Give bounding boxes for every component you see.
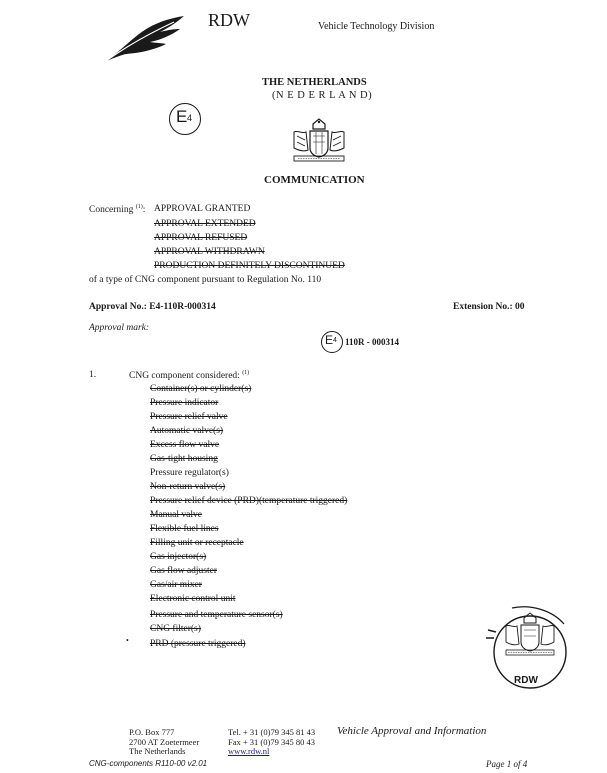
country-native: (N E D E R L A N D)	[272, 90, 373, 101]
bullet-mark: •	[126, 636, 129, 645]
footer-doc-ref: CNG-components R110-00 v2.01	[89, 759, 208, 768]
footer-address-line: P.O. Box 777	[129, 727, 175, 737]
component-item: Gas injector(s)	[150, 552, 207, 562]
section-number: 1.	[89, 370, 97, 380]
concerning-label-text: Concerning	[89, 205, 134, 216]
footer-tagline: Vehicle Approval and Information	[337, 725, 487, 737]
footer-fax: Fax + 31 (0)79 345 80 43	[228, 736, 315, 747]
concerning-label	[89, 204, 145, 215]
component-item: Gas flow adjuster	[150, 566, 218, 576]
approval-mark-label: Approval mark:	[89, 323, 150, 333]
component-item: Filling unit or receptacle	[150, 538, 244, 548]
e4-emblem	[169, 103, 201, 135]
footer-web-link[interactable]: www.rdw.nl	[228, 746, 270, 756]
component-item: CNG filter(s)	[150, 624, 201, 634]
component-item: Non-return valve(s)	[150, 482, 226, 492]
footer-address-line: 2700 AT Zoetermeer	[129, 736, 200, 747]
component-item: Pressure relief valve	[150, 412, 228, 422]
coat-of-arms-icon	[286, 118, 352, 164]
footer-page-number: Page 1 of 4	[486, 759, 528, 769]
approval-number: Approval No.: E4-110R-000314	[89, 302, 216, 312]
concerning-colon: :	[142, 205, 146, 216]
component-item: Electronic control unit	[150, 594, 236, 604]
component-item: Container(s) or cylinder(s)	[150, 384, 252, 394]
approval-mark-emblem-number: 4	[333, 337, 337, 344]
header-org: RDW	[208, 10, 250, 30]
component-item: Pressure relief device (PRD)(temperature triggered)	[150, 496, 348, 506]
component-item: Gas/air mixer	[150, 580, 202, 590]
footer-tel: Tel. + 31 (0)79 345 81 43	[228, 727, 316, 737]
header-division: Vehicle Technology Division	[318, 21, 435, 32]
component-item: Pressure indicator	[150, 398, 219, 408]
e4-emblem-letter: E	[176, 107, 188, 126]
extension-number: Extension No.: 00	[453, 302, 525, 312]
type-line: of a type of CNG component pursuant to Regulation No. 110	[89, 275, 322, 285]
stamp-label: RDW	[514, 675, 538, 686]
section-heading-superscript: (1)	[242, 370, 250, 376]
footer-address-line: The Netherlands	[129, 746, 186, 756]
page-title: COMMUNICATION	[264, 174, 365, 186]
concerning-option: APPROVAL WITHDRAWN	[154, 247, 265, 257]
component-item: PRD (pressure triggered)	[150, 639, 246, 649]
concerning-option: PRODUCTION DEFINITELY DISCONTINUED	[154, 261, 345, 271]
section-heading	[129, 370, 249, 381]
component-item: Automatic valve(s)	[150, 426, 224, 436]
component-item: Pressure regulator(s)	[150, 468, 229, 478]
rdw-feather-logo	[104, 14, 186, 64]
e4-emblem-number: 4	[187, 113, 193, 123]
country-name: THE NETHERLANDS	[262, 77, 367, 88]
approval-mark-emblem	[321, 331, 343, 353]
concerning-superscript: (1)	[135, 204, 143, 210]
component-item: Pressure and temperature sensor(s)	[150, 610, 283, 620]
section-heading-text: CNG component considered:	[129, 371, 240, 382]
component-item: Flexible fuel lines	[150, 524, 219, 534]
footer-address	[129, 728, 199, 757]
footer-contact	[228, 728, 315, 757]
concerning-option: APPROVAL REFUSED	[154, 233, 248, 243]
component-item: Gas-tight housing	[150, 454, 218, 464]
approval-mark-emblem-letter: E	[325, 333, 334, 347]
concerning-option: APPROVAL EXTENDED	[154, 219, 256, 229]
component-item: Manual valve	[150, 510, 202, 520]
approval-mark-code: 110R - 000314	[345, 337, 399, 347]
concerning-option: APPROVAL GRANTED	[154, 204, 251, 214]
component-item: Excess flow valve	[150, 440, 220, 450]
